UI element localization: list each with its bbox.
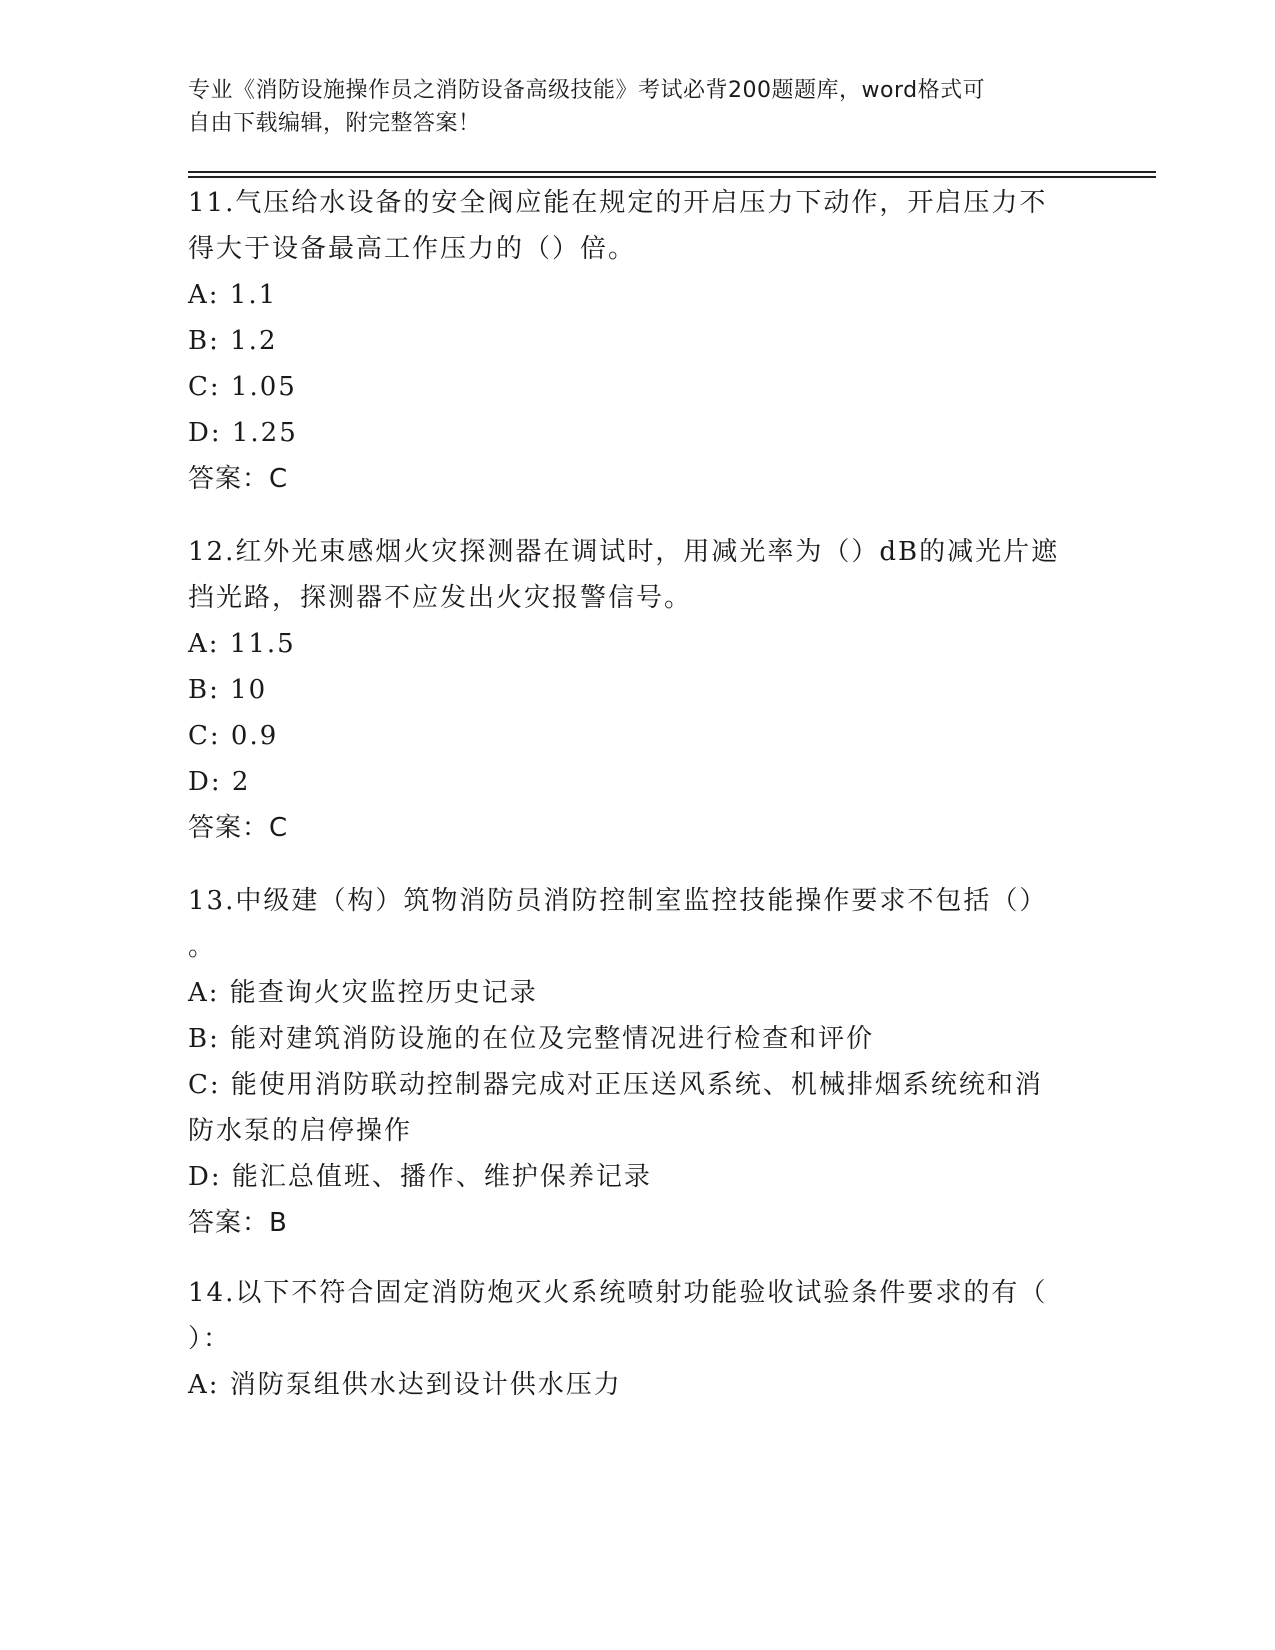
option-b: B: 1.2 — [188, 326, 278, 356]
option-c: C: 能使用消防联动控制器完成对正压送风系统、机械排烟系统统和消 — [188, 1070, 1043, 1100]
answer-line — [188, 1200, 1088, 1246]
question-14 — [188, 1270, 1088, 1408]
question-text-line: 14.以下不符合固定消防炮灭火系统喷射功能验收试验条件要求的有（ — [188, 1278, 1048, 1308]
answer-value: B — [269, 1208, 288, 1238]
answer-value: C — [269, 464, 289, 494]
option-d: D: 能汇总值班、播作、维护保养记录 — [188, 1162, 652, 1192]
option-d: D: 2 — [188, 767, 251, 797]
question-text-line: 挡光路，探测器不应发出火灾报警信号。 — [188, 583, 693, 613]
question-text-line: 12.红外光束感烟火灾探测器在调试时，用减光率为（）dB的减光片遮 — [188, 537, 1060, 567]
header-line-1: 专业《消防设施操作员之消防设备高级技能》考试必背200题题库，word格式可 — [188, 78, 986, 103]
option-c: C: 0.9 — [188, 721, 279, 751]
question-12 — [188, 529, 1088, 851]
answer-label: 答案： — [188, 1208, 270, 1238]
answer-line — [188, 456, 1088, 502]
header-rule-bottom — [188, 176, 1156, 178]
document-header — [188, 74, 1068, 140]
question-11 — [188, 180, 1088, 502]
question-text-line: 。 — [188, 932, 217, 962]
question-text-line: ）： — [188, 1324, 232, 1354]
option-c-continued: 防水泵的启停操作 — [188, 1116, 413, 1146]
answer-label: 答案： — [188, 813, 270, 843]
question-13 — [188, 878, 1088, 1246]
question-text-line: 13.中级建（构）筑物消防员消防控制室监控技能操作要求不包括（） — [188, 886, 1048, 916]
option-b: B: 10 — [188, 675, 268, 705]
answer-line — [188, 805, 1088, 851]
option-d: D: 1.25 — [188, 418, 298, 448]
option-a: A: 11.5 — [188, 629, 296, 659]
answer-label: 答案： — [188, 464, 270, 494]
option-a: A: 能查询火灾监控历史记录 — [188, 978, 538, 1008]
option-b: B: 能对建筑消防设施的在位及完整情况进行检查和评价 — [188, 1024, 875, 1054]
header-rule-top — [188, 171, 1156, 173]
question-text-line: 得大于设备最高工作压力的（）倍。 — [188, 234, 637, 264]
question-text-line: 11.气压给水设备的安全阀应能在规定的开启压力下动作，开启压力不 — [188, 188, 1048, 218]
header-line-2: 自由下载编辑，附完整答案！ — [188, 111, 481, 136]
option-c: C: 1.05 — [188, 372, 297, 402]
answer-value: C — [269, 813, 289, 843]
option-a: A: 1.1 — [188, 280, 278, 310]
option-a: A: 消防泵组供水达到设计供水压力 — [188, 1370, 622, 1400]
